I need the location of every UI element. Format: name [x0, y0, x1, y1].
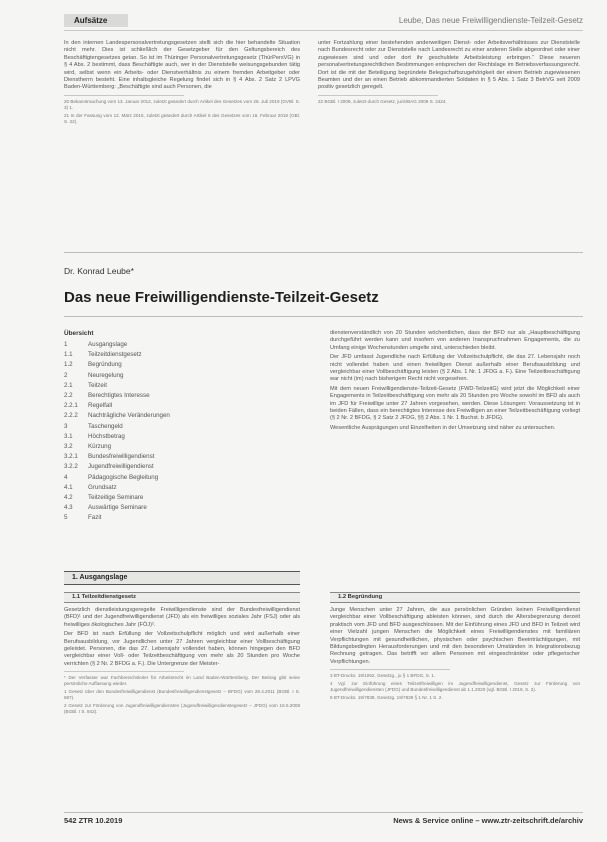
page-info: 542 ZTR 10.2019 [64, 816, 123, 825]
toc-item-number: 5 [64, 514, 68, 522]
toc-item-number: 4 [64, 473, 68, 481]
right-paragraph-1: dienstenverständlich von 20 Stunden wöchentlichen, dass der BFD nur als „Hauptbeschäftigung durchgeführt werden kann und insofern von anderen Inanspruchnahmen Engagements, die zu Umfang einige Wochenstunden umgelte sind, unterschieden bleibt. [330, 330, 580, 351]
toc-item-label: Teilzeitdienstgesetz [88, 351, 142, 359]
article-title: Das neue Freiwilligendienste-Teilzeit-Gesetz [64, 289, 379, 306]
article-author: Dr. Konrad Leube* [64, 266, 134, 276]
right-paragraph-3: Mit dem neuen Freiwilligendienste-Teilzeit-Gesetz (FWD-TeilzeitG) wird jetzt die Möglichkeit einer Engagements in Teilzeitbeschäftigung von mehr als 20 Stunden pro Woche sowohl im BFD als auch im JFD für Freiwillige unter 27 Jahren vorgesehen, werden. Diese Lösungen: Voraussetzung ist in beiden Fällen, dass ein berechtigtes Interesse des Freiwilligen an einer Teilzeitbeschäftigung vorliegt (§ 2 Nr. 2 BFDG, § 2 Satz 2 JFDG, §§ 2 Abs. 1 Nr. 1 Buchst. b JFDG). [330, 385, 580, 422]
journal-archive-link[interactable]: News & Service online – www.ztr-zeitschrift.de/archiv [393, 816, 583, 825]
toc-item-label: Teilzeitige Seminare [88, 494, 144, 502]
toc-item-number: 2.2.1 [64, 402, 78, 410]
toc-item [64, 432, 300, 442]
footnote-21: 21 In der Fassung vom 12. März 2015, zuletzt geändert durch Artikel 6 des Gesetzes vom 16. Februar 2019 (GBl. S. 22). [64, 112, 300, 124]
toc-item-label: Kürzung [88, 443, 112, 451]
toc-item-label: Jugendfreiwilligendienst [88, 463, 154, 471]
running-title: Leube, Das neue Freiwilligendienste-Teilzeit-Gesetz [398, 16, 583, 25]
top-left-text: In den internen Landespersonalvertretungsgesetzen stellt sich die hier behandelte Situation nicht mehr. Dies ist schließlich der Gesetzgeber für den Geltungsbereich des Beschäftigtengesetzes getan. So ist im Thüringer Personalvertretungsgesetz (ThürPersVG) in § 4 Abs. 2 bestimmt, dass Beschäftigte auch, wer in der Dienststelle weisungsgebunden tätig wird, selbst wenn ein Arbeits- oder Dienstverhältnis zu einem fremden Arbeitgeber oder Dienstherrn besteht. Eine inhaltsgleiche Regelung findet sich in § 4 Abs. 2 Satz 2 LPVG Baden-Württemberg: „Beschäftigte sind auch Personen, die [64, 40, 300, 91]
toc-item-label: Bundesfreiwilligendienst [88, 453, 155, 461]
footnote-3: 3 BT-Drucks. 19/1062, Gesetzg., ju § 1 BFDG, S. 1. [330, 673, 436, 679]
toc-item-number: 4.1 [64, 483, 73, 491]
right-body-column [330, 330, 580, 434]
toc-item [64, 381, 300, 391]
toc-item [64, 473, 300, 483]
toc-item [64, 401, 300, 411]
toc-item-number: 2 [64, 371, 68, 379]
footnote-rule [64, 95, 184, 96]
toc-list [64, 340, 300, 524]
toc-item-number: 3.2 [64, 443, 73, 451]
toc-item [64, 340, 300, 350]
toc-item [64, 503, 300, 513]
top-right-text: unter Fortzahlung einer bestehenden anderweitigen Dienst- oder Arbeitsverhältnisses zur Dienststelle nach Bundesrecht oder zur Dienststelle nach Landesrecht zu einer anderen Stelle abgeordnet oder einer zugewiesen sind und oder dort ihr geschuldete Arbeitsleistung erbringen.“ Diese neueren personalvertretungsrechtlichen Bestimmungen entsprechen der Rechtslage im Betriebsverfassungsrecht. Dort ist die mit der Beteiligung begründete Belegschaftszugehörigkeit der einem Betrieb zugewiesenen Beamten und der an einen Betrieb abkommandierten Soldaten in § 5 Abs. 1 Satz 3 BetrVG seit 2009 positiv gesetzlich geregelt. [318, 40, 580, 91]
footnote-rule [64, 671, 184, 672]
toc-item-number: 2.2.2 [64, 412, 78, 420]
toc-item-label: Auswärtige Seminare [88, 504, 147, 512]
toc-item-label: Teilzeit [88, 381, 107, 389]
toc-item [64, 483, 300, 493]
toc-item-label: Regelfall [88, 402, 113, 410]
toc-item [64, 422, 300, 432]
toc-item-number: 3.1 [64, 432, 73, 440]
right-lower-column [330, 607, 580, 703]
table-of-contents [64, 330, 300, 524]
top-right-column [318, 40, 580, 107]
toc-item-number: 3.2.1 [64, 453, 78, 461]
footnote-1: 1 Gesetz über den Bundesfreiwilligendienst (Bundesfreiwilligendienstgesetz – BFDG) vom 28.4.2011 (BGBl. I S. 687). [64, 689, 300, 701]
toc-item [64, 462, 300, 472]
toc-item-label: Pädagogische Begleitung [88, 473, 159, 481]
toc-item [64, 360, 300, 370]
toc-heading: Übersicht [64, 330, 94, 337]
footnote-4: 4 Vgl. zur Einführung eines Teilzeitfreiwilligen im Jugendfreiwilligendienst, Gesetz zur Förderung von Jugendfreiwilligendiensten (JFDG) und Bundesfreiwilligendienst ab 1.1.2020 (vgl. BGBl. I 2019, S. 2). [330, 681, 580, 693]
subsection-heading-begruendung: 1.2 Begründung [330, 592, 580, 603]
toc-item [64, 513, 300, 523]
toc-item-number: 1.1 [64, 351, 73, 359]
header-rule [64, 30, 583, 31]
left-body-paragraph-2: Der BFD ist nach Erfüllung der Vollzeitschulpflicht möglich und wird außerhalb einer Berufsausbildung, vor Jugendlichen unter 27 Jahren vergleichbar einer Vollbeschäftigung geleistet. Personen, die das 27. Lebensjahr vollendet haben, können hingegen den BFD vergleichbar einer Voll- oder Teilzeitbeschäftigung von mehr als 20 Stunden pro Woche verrichten (§ 2 Nr. 2 BFDG a. F.). Die Untergrenze der Meister- [64, 631, 300, 667]
footnote-star: * Der Verfasser war Fachbereichsleiter für Arbeitsrecht im Land Baden-Württemberg. Der Beitrag gibt seine persönliche Auffassung wieder. [64, 675, 300, 687]
toc-item-number: 3 [64, 422, 68, 430]
toc-item [64, 493, 300, 503]
footnote-2: 2 Gesetz zur Förderung von Jugendfreiwilligendiensten (Jugendfreiwilligendienstegesetz – JFDG) vom 16.5.2008 (BGBl. I S. 842). [64, 703, 300, 715]
footnote-20: 20 Bekanntmachung vom 13. Januar 2012, zuletzt geändert durch Artikel des Gesetzes vom 28. Juli 2019 (GVBl. S. 3) 1. [64, 98, 300, 110]
toc-item [64, 391, 300, 401]
right-paragraph-2: Der JFD umfasst Jugendliche nach Erfüllung der Vollzeitschulpflicht, die das 27. Lebensjahr noch nicht vollendet haben und einen freiwilligen Dienst außerhalb einer Berufsausbildung und vergleichbar einer Vollbeschäftigung leisten (§ 2 Abs. 1 Nr. 1 JFDG a. F.). Eine Teilzeitbeschäftigung war nicht (im) nach bisherigem Recht nicht vorgesehen. [330, 354, 580, 383]
left-body-paragraph-1: Gesetzlich dienstleistungsgeregelte Freiwilligendienste sind der Bundesfreiwilligendienst (BFD)¹ und der Jugendfreiwilligendienst (JFD) als ein freiwilliges soziales Jahr (FSJ) oder als freiwilliges ökologisches Jahr (FÖJ)². [64, 607, 300, 628]
toc-item-number: 2.1 [64, 381, 73, 389]
section-heading-ausgangslage: 1. Ausgangslage [64, 571, 300, 585]
footer-rule [64, 812, 583, 813]
toc-item-number: 1.2 [64, 361, 73, 369]
toc-item-label: Ausgangslage [88, 341, 128, 348]
section-tag: Aufsätze [64, 14, 128, 27]
footnote-22: 22 BGBl. I 2009, zuletzt durch Gesetz, juris/BAG 2009 S. 2424. [318, 98, 447, 104]
article-separator [64, 252, 583, 253]
right-paragraph-4: Wesentliche Ausprägungen und Einzelheiten in der Umsetzung sind näher zu untersuchen. [330, 424, 556, 431]
toc-item-label: Neuregelung [88, 371, 124, 379]
toc-item-number: 1 [64, 341, 68, 348]
toc-item [64, 411, 300, 421]
footnote-5: 5 BT-Drucks. 19/7839, Gesetzg. 19/7839 § 1 Nr. 1 S. 2. [330, 695, 443, 701]
toc-item-number: 4.3 [64, 504, 73, 512]
toc-item-label: Begründung [88, 361, 122, 369]
toc-item [64, 442, 300, 452]
subsection-heading-teilzeitdienstgesetz: 1.1 Teilzeitdienstgesetz [64, 592, 300, 603]
toc-item-label: Grundsatz [88, 483, 117, 491]
toc-item [64, 350, 300, 360]
toc-item-label: Höchstbetrag [88, 432, 125, 440]
toc-item-number: 2.2 [64, 392, 73, 400]
footnote-rule [330, 669, 450, 670]
toc-item-label: Taschengeld [88, 422, 123, 430]
top-left-column [64, 40, 300, 127]
toc-item [64, 452, 300, 462]
toc-item-label: Nachträgliche Veränderungen [88, 412, 170, 420]
right-paragraph-5: Junge Menschen unter 27 Jahren, die aus persönlichen Gründen keinen Freiwilligendienst vergleichbar einer Vollbeschäftigung ableisten können, sind durch die Altersbegrenzung derzeit praktisch vom JFD und BFD ausgeschlossen. Mit der Einführung eines JFD und BFD in Teilzeit wird einer Vielzahl jungen Menschen die Möglichkeit eines Freiwilligendienstes mit familiären Verpflichtungen mit gesundheitlichen, physischen oder psychischen Beeinträchtigungen, mit Bildungsbedingten Herausforderungen und mit den besonderen Umständen in Integrationsbezug Rechnung getragen. Das betrifft vor allem Personen mit eingeschränkter oder pflegerischer Verpflichtungen. [330, 607, 580, 665]
footnote-rule [318, 95, 438, 96]
toc-item-number: 3.2.2 [64, 463, 78, 471]
toc-item-number: 4.2 [64, 494, 73, 502]
toc-item-label: Berechtigtes Interesse [88, 392, 150, 400]
title-rule [64, 316, 583, 317]
left-body-column [64, 607, 300, 717]
toc-item-label: Fazit [88, 514, 102, 522]
toc-item [64, 371, 300, 381]
